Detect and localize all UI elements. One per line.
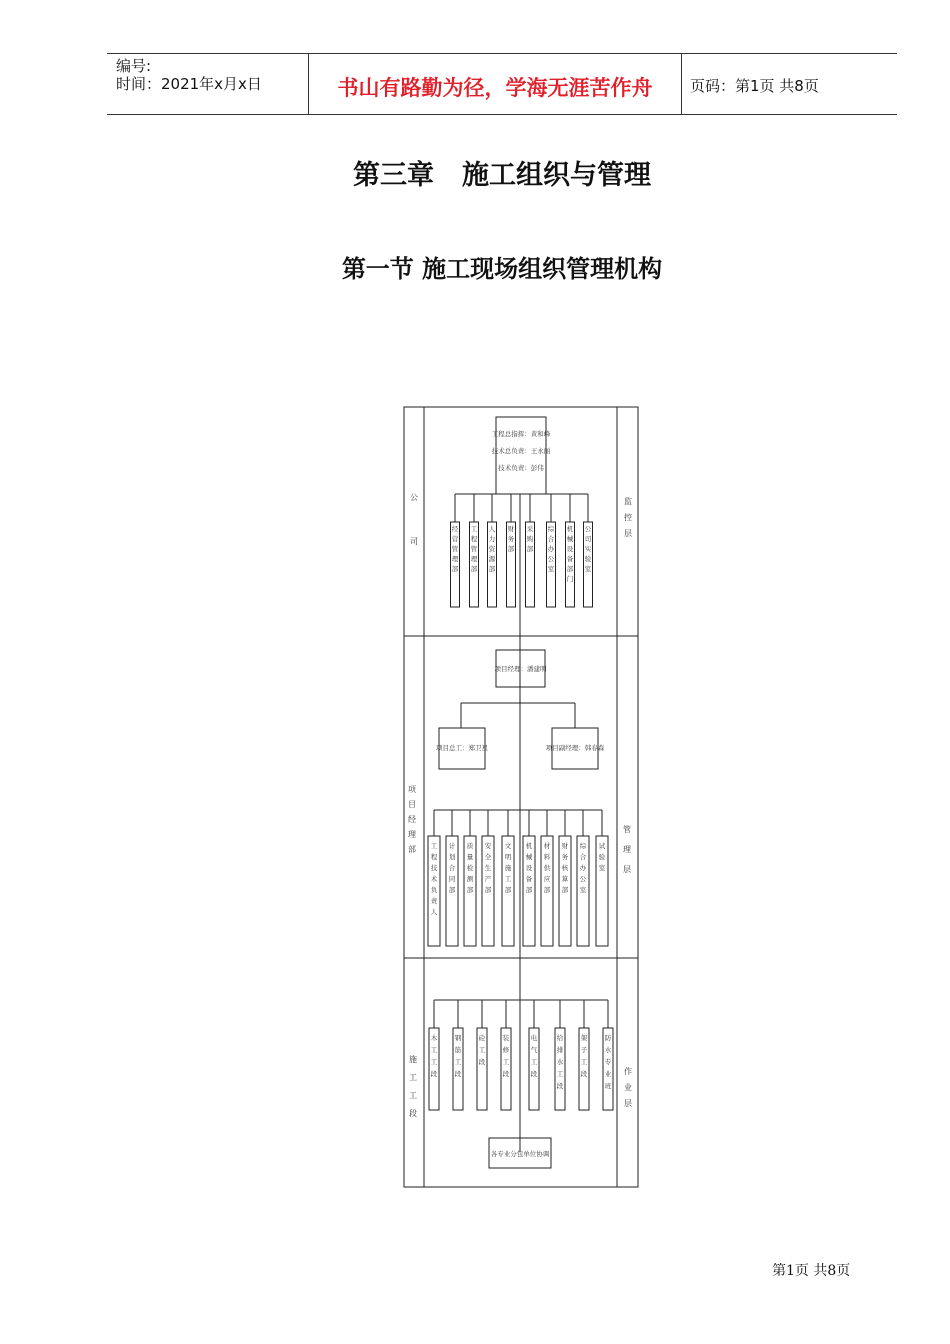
- header-motto: 书山有路勤为径，学海无涯苦作舟: [337, 75, 653, 100]
- company-dept-label: 公司实验室: [584, 525, 592, 573]
- header-page-number: 页码：第1页 共8页: [690, 77, 819, 95]
- project-dept-label: 财务核算部: [561, 842, 569, 894]
- header-time: 时间：2021年x月x日: [116, 75, 262, 93]
- company-dept-label: 综合办公室: [547, 525, 555, 573]
- chapter-title: [0, 153, 950, 192]
- left-label-construction: 施工工段: [409, 1055, 417, 1118]
- subcontract-text: 各专业分包单位协调: [490, 1150, 550, 1158]
- project-dept-label: 计划合同部: [448, 842, 456, 894]
- company-dept-label: 机械设备部门: [566, 525, 574, 583]
- project-dept-label: 工程技术负责人: [430, 842, 438, 916]
- company-head-text: 工程总指挥：黄和峰: [491, 430, 551, 438]
- chapter-name: 施工组织与管理: [462, 160, 651, 191]
- left-label-project-dept: 项目经理部: [408, 785, 416, 854]
- document-header: [0, 0, 950, 130]
- construction-team-label: 装修工段: [502, 1034, 510, 1078]
- project-manager-text: 项目经理：潘建明: [494, 665, 547, 673]
- header-code-label: 编号:: [116, 57, 152, 75]
- right-label-operation: 作业层: [624, 1067, 632, 1108]
- header-divider: [681, 53, 682, 114]
- construction-team-label: 架子工段: [580, 1034, 588, 1078]
- project-dept-label: 试验室: [598, 842, 606, 872]
- construction-team-label: 钢筋工段: [454, 1034, 462, 1078]
- company-head-text: 技术总负责：王永丽: [491, 447, 551, 455]
- project-dept-label: 文明施工部: [504, 842, 512, 894]
- header-top-rule: [107, 53, 897, 54]
- project-dept-label: 机械设备部: [525, 842, 533, 894]
- project-dept-label: 综合办公室: [579, 842, 587, 894]
- org-chart-svg: [400, 400, 642, 1190]
- construction-team-label: 给排水工段: [556, 1034, 564, 1090]
- construction-team-label: 防水专业班: [604, 1034, 612, 1090]
- company-dept-label: 经营管理部: [451, 525, 459, 573]
- company-dept-label: 工程管理部: [470, 525, 478, 573]
- deputy-text: 项目总工：郑卫星: [436, 744, 488, 752]
- company-dept-label: 财务部: [507, 525, 515, 553]
- construction-team-label: 砼工段: [478, 1034, 486, 1066]
- section-title: 第一节 施工现场组织管理机构: [341, 254, 663, 283]
- construction-team-label: 电气工段: [530, 1034, 538, 1078]
- company-dept-label: 人力资源部: [488, 525, 496, 573]
- left-label-company: 公司: [410, 493, 418, 546]
- project-dept-label: 材料供应部: [543, 842, 551, 894]
- company-head-box: [496, 417, 546, 494]
- header-bottom-rule: [107, 114, 897, 115]
- chapter-number: 第三章: [353, 160, 434, 191]
- footer-page-number: 第1页 共8页: [772, 1263, 851, 1279]
- org-chart: [400, 400, 642, 1190]
- company-head-text: 技术负责：彭伟: [498, 464, 544, 472]
- project-dept-label: 安全生产部: [484, 842, 492, 894]
- right-label-supervision: 监控层: [624, 497, 632, 538]
- deputy-text: 项目副经理：韩春森: [545, 744, 605, 752]
- right-label-management: 管理层: [623, 825, 631, 874]
- company-dept-label: 采购部: [526, 525, 534, 553]
- construction-team-label: 木工工段: [430, 1034, 438, 1078]
- project-dept-label: 质量检测部: [466, 842, 474, 894]
